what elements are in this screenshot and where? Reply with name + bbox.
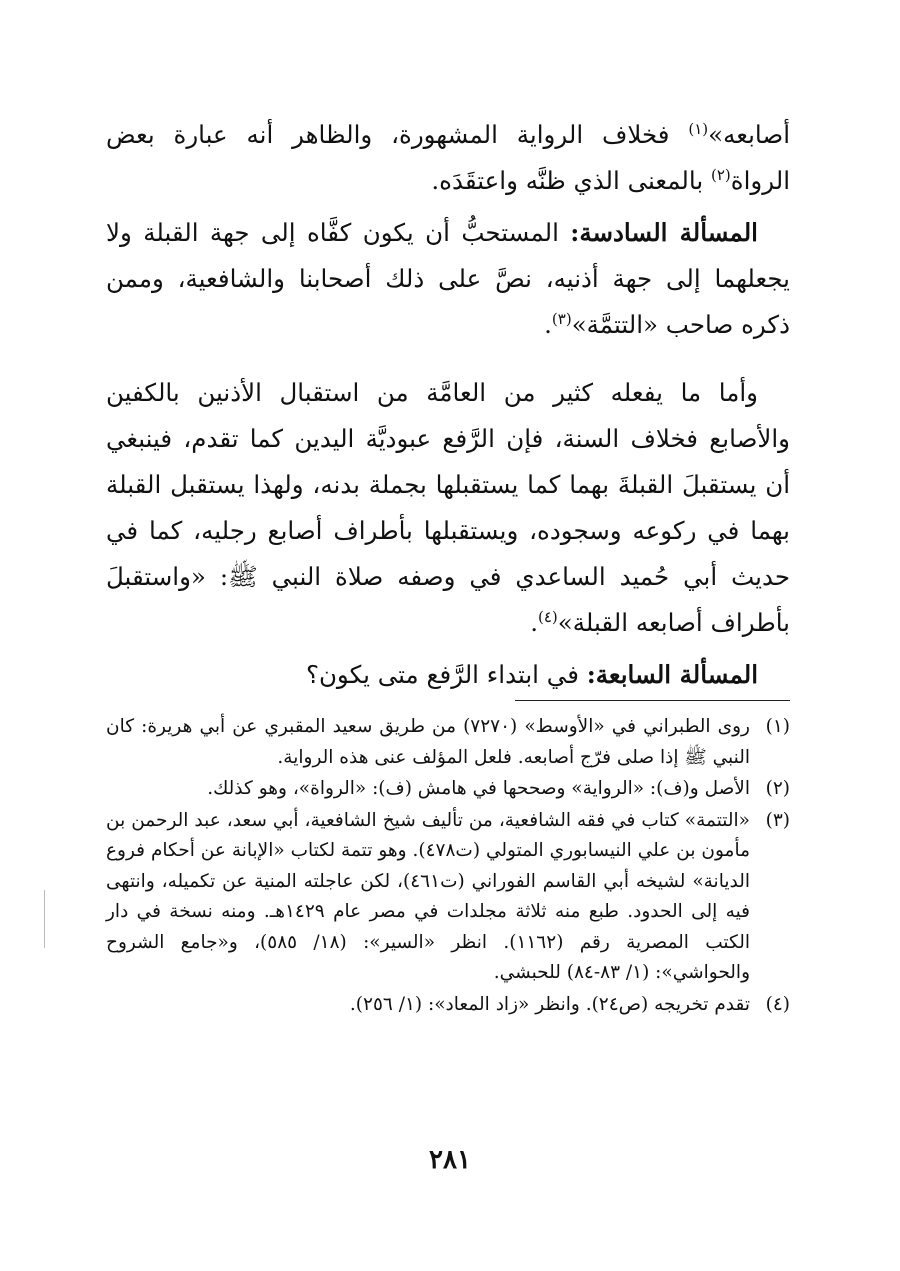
footnote-ref-3[interactable]: (٣) — [551, 309, 572, 328]
paragraph-end: . — [530, 608, 538, 637]
paragraph-text: فخلاف الرواية المشهورة، والظاهر أنه عبارة بعض الرواة — [106, 120, 790, 195]
paragraph-text: أصابعه» — [708, 120, 790, 149]
main-text — [106, 112, 790, 698]
footnote-text: تقدم تخريجه (ص٢٤). وانظر «زاد المعاد»: (١/ ٢٥٦). — [349, 993, 750, 1015]
issue-seven-heading: المسألة السابعة: — [586, 660, 758, 689]
issue-seven-paragraph — [106, 652, 790, 698]
margin-line — [44, 890, 45, 948]
footnote-text: الأصل و(ف): «الرواية» وصححها في هامش (ف): «الرواة»، وهو كذلك. — [207, 778, 750, 799]
footnote-ref-4[interactable]: (٤) — [537, 607, 558, 626]
footnote-number: (٢) — [765, 778, 790, 799]
issue-seven-text: في ابتداء الرَّفع متى يكون؟ — [305, 660, 587, 689]
footnote-text: «التتمة» كتاب في فقه الشافعية، من تأليف شيخ الشافعية، أبي سعد، عبد الرحمن بن مأمون بن علي النيسابوري المتولي (ت٤٧٨). وهو تتمة لكتاب «الإبانة عن أحكام فروع الديانة» لشيخه أبي القاسم الفوراني (ت٤٦١)، لكن عاجلته المنية عن تكميله، وانتهى فيه إلى الحدود. طبع منه ثلاثة مجلدات في مصر عام ١٤٢٩هـ. ومنه نسخة في دار الكتب المصرية رقم (١١٦٢). انظر «السير»: (١٨/ ٥٨٥)، و«جامع الشروح والحواشي»: (١/ ٨٣-٨٤) للحبشي. — [106, 809, 751, 983]
paragraph-raising-hands — [106, 370, 790, 646]
footnote-3 — [106, 806, 790, 989]
footnote-1 — [106, 712, 790, 773]
issue-six-paragraph — [106, 210, 790, 348]
paragraph-text: بالمعنى الذي ظنَّه واعتقَدَه. — [431, 166, 711, 195]
footnote-number: (٣) — [765, 809, 790, 831]
paragraph-continuation — [106, 112, 790, 204]
footnote-2 — [106, 774, 790, 805]
footnote-text: روى الطبراني في «الأوسط» (٧٢٧٠) من طريق سعيد المقبري عن أبي هريرة: كان النبي ﷺ إذا صلى فرّج أصابعه. فلعل المؤلف عنى هذه الرواية. — [106, 716, 750, 768]
footnote-number: (١) — [765, 716, 790, 737]
footnote-4 — [106, 990, 790, 1021]
page-number: ٢٨١ — [429, 1145, 471, 1175]
footnote-separator — [515, 700, 790, 701]
issue-six-heading: المسألة السادسة: — [570, 218, 758, 247]
issue-six-end: . — [544, 310, 552, 339]
footnote-number: (٤) — [765, 993, 790, 1015]
footnote-ref-2[interactable]: (٢) — [710, 165, 731, 184]
paragraph-text: وأما ما يفعله كثير من العامَّة من استقبال الأذنين بالكفين والأصابع فخلاف السنة، فإن الرَّفع عبوديَّة اليدين كما تقدم، فينبغي أن يستقبلَ القبلةَ بهما كما يستقبلها بجملة بدنه، ولهذا يستقبل القبلة بهما في ركوعه وسجوده، ويستقبلها بأطراف أصابع رجليه، كما في حديث أبي حُميد الساعدي في وصفه صلاة النبي ﷺ: «واستقبلَ بأطراف أصابعه القبلة» — [106, 378, 790, 637]
footnotes — [106, 712, 790, 1021]
issue-six-text: المستحبُّ أن يكون كفَّاه إلى جهة القبلة ولا يجعلهما إلى جهة أذنيه، نصَّ على ذلك أصحابنا والشافعية، وممن ذكره صاحب «التتمَّة» — [106, 218, 790, 339]
footnote-ref-1[interactable]: (١) — [688, 119, 709, 138]
spacer — [106, 348, 790, 370]
